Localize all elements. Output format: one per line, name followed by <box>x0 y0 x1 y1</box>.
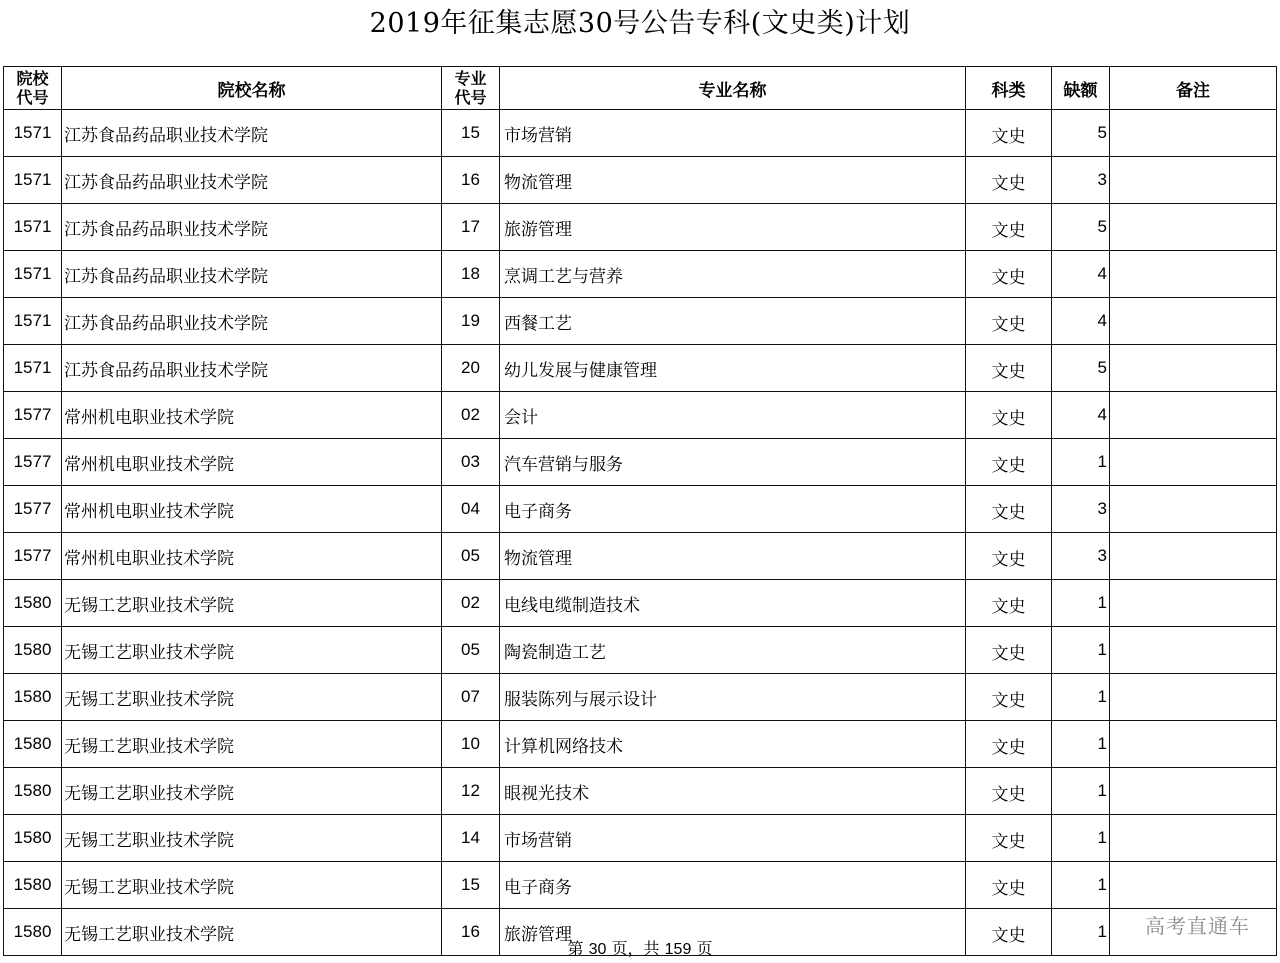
table-row <box>4 721 1277 768</box>
cell-school-code: 1571 <box>4 251 62 298</box>
cell-school-name: 无锡工艺职业技术学院 <box>62 768 442 815</box>
header-category: 科类 <box>966 67 1052 110</box>
table-row <box>4 627 1277 674</box>
cell-category: 文史 <box>966 674 1052 721</box>
table-row <box>4 768 1277 815</box>
cell-category: 文史 <box>966 439 1052 486</box>
table-row <box>4 392 1277 439</box>
cell-category: 文史 <box>966 204 1052 251</box>
cell-quota: 5 <box>1052 345 1110 392</box>
cell-major-name: 陶瓷制造工艺 <box>500 627 966 674</box>
cell-school-code: 1571 <box>4 298 62 345</box>
cell-school-name: 无锡工艺职业技术学院 <box>62 862 442 909</box>
cell-note <box>1110 815 1277 862</box>
cell-school-code: 1577 <box>4 486 62 533</box>
cell-school-name: 无锡工艺职业技术学院 <box>62 909 442 956</box>
cell-school-code: 1580 <box>4 674 62 721</box>
table-row <box>4 157 1277 204</box>
cell-category: 文史 <box>966 392 1052 439</box>
table-row <box>4 110 1277 157</box>
table-row <box>4 204 1277 251</box>
cell-category: 文史 <box>966 298 1052 345</box>
header-school-code: 院校 代号 <box>4 67 62 110</box>
cell-major-name: 物流管理 <box>500 533 966 580</box>
cell-quota: 4 <box>1052 251 1110 298</box>
cell-note <box>1110 721 1277 768</box>
cell-note <box>1110 862 1277 909</box>
cell-school-name: 无锡工艺职业技术学院 <box>62 674 442 721</box>
cell-major-name: 市场营销 <box>500 110 966 157</box>
current-page-number: 30 <box>588 941 607 958</box>
cell-note <box>1110 298 1277 345</box>
cell-school-name: 无锡工艺职业技术学院 <box>62 815 442 862</box>
cell-category: 文史 <box>966 110 1052 157</box>
table-row <box>4 439 1277 486</box>
cell-quota: 1 <box>1052 815 1110 862</box>
cell-school-name: 常州机电职业技术学院 <box>62 392 442 439</box>
table-row <box>4 862 1277 909</box>
cell-major-name: 电子商务 <box>500 862 966 909</box>
cell-quota: 3 <box>1052 486 1110 533</box>
cell-school-name: 无锡工艺职业技术学院 <box>62 580 442 627</box>
cell-quota: 1 <box>1052 862 1110 909</box>
cell-quota: 5 <box>1052 204 1110 251</box>
cell-note <box>1110 110 1277 157</box>
cell-category: 文史 <box>966 721 1052 768</box>
page-title: 2019年征集志愿30号公告专科(文史类)计划 <box>369 8 911 39</box>
cell-major-name: 眼视光技术 <box>500 768 966 815</box>
cell-major-name: 物流管理 <box>500 157 966 204</box>
cell-school-name: 江苏食品药品职业技术学院 <box>62 345 442 392</box>
table-row <box>4 815 1277 862</box>
cell-school-code: 1580 <box>4 627 62 674</box>
cell-major-code: 07 <box>442 674 500 721</box>
cell-note <box>1110 251 1277 298</box>
cell-major-name: 西餐工艺 <box>500 298 966 345</box>
cell-major-code: 03 <box>442 439 500 486</box>
cell-category: 文史 <box>966 251 1052 298</box>
cell-school-code: 1577 <box>4 533 62 580</box>
cell-quota: 1 <box>1052 580 1110 627</box>
header-major-name: 专业名称 <box>500 67 966 110</box>
cell-major-code: 15 <box>442 110 500 157</box>
cell-note <box>1110 439 1277 486</box>
table-row <box>4 580 1277 627</box>
cell-school-code: 1580 <box>4 909 62 956</box>
cell-school-name: 江苏食品药品职业技术学院 <box>62 204 442 251</box>
cell-school-code: 1577 <box>4 439 62 486</box>
watermark-text: 高考直通车 <box>1145 914 1250 938</box>
cell-school-name: 常州机电职业技术学院 <box>62 439 442 486</box>
cell-major-name: 烹调工艺与营养 <box>500 251 966 298</box>
table-row <box>4 298 1277 345</box>
cell-school-code: 1580 <box>4 721 62 768</box>
cell-note <box>1110 392 1277 439</box>
cell-major-name: 汽车营销与服务 <box>500 439 966 486</box>
cell-school-code: 1580 <box>4 815 62 862</box>
cell-quota: 4 <box>1052 298 1110 345</box>
cell-major-code: 20 <box>442 345 500 392</box>
cell-category: 文史 <box>966 533 1052 580</box>
cell-category: 文史 <box>966 627 1052 674</box>
header-major-code: 专业 代号 <box>442 67 500 110</box>
cell-school-code: 1571 <box>4 345 62 392</box>
cell-major-code: 04 <box>442 486 500 533</box>
cell-major-name: 会计 <box>500 392 966 439</box>
cell-note <box>1110 674 1277 721</box>
cell-school-code: 1580 <box>4 862 62 909</box>
cell-major-name: 电子商务 <box>500 486 966 533</box>
cell-quota: 1 <box>1052 721 1110 768</box>
cell-note <box>1110 204 1277 251</box>
enrollment-plan-table <box>3 66 1277 956</box>
table-body <box>4 110 1277 956</box>
table-row <box>4 486 1277 533</box>
cell-school-name: 常州机电职业技术学院 <box>62 533 442 580</box>
cell-major-name: 市场营销 <box>500 815 966 862</box>
cell-note <box>1110 157 1277 204</box>
header-note: 备注 <box>1110 67 1277 110</box>
cell-major-code: 19 <box>442 298 500 345</box>
cell-major-code: 16 <box>442 157 500 204</box>
cell-quota: 1 <box>1052 627 1110 674</box>
cell-school-name: 江苏食品药品职业技术学院 <box>62 251 442 298</box>
cell-school-name: 无锡工艺职业技术学院 <box>62 627 442 674</box>
cell-note <box>1110 345 1277 392</box>
cell-note <box>1110 580 1277 627</box>
cell-quota: 1 <box>1052 909 1110 956</box>
cell-major-name: 服装陈列与展示设计 <box>500 674 966 721</box>
cell-note <box>1110 768 1277 815</box>
cell-school-code: 1580 <box>4 580 62 627</box>
table-row <box>4 674 1277 721</box>
cell-major-code: 02 <box>442 580 500 627</box>
table-header-row <box>4 67 1277 110</box>
cell-category: 文史 <box>966 486 1052 533</box>
total-page-number: 159 <box>664 941 692 958</box>
cell-school-name: 江苏食品药品职业技术学院 <box>62 157 442 204</box>
cell-major-name: 旅游管理 <box>500 909 966 956</box>
table-row <box>4 251 1277 298</box>
cell-category: 文史 <box>966 157 1052 204</box>
cell-category: 文史 <box>966 580 1052 627</box>
cell-note <box>1110 486 1277 533</box>
cell-major-code: 15 <box>442 862 500 909</box>
cell-note <box>1110 533 1277 580</box>
cell-major-code: 05 <box>442 627 500 674</box>
cell-major-name: 旅游管理 <box>500 204 966 251</box>
cell-school-name: 江苏食品药品职业技术学院 <box>62 298 442 345</box>
cell-quota: 1 <box>1052 768 1110 815</box>
cell-major-code: 10 <box>442 721 500 768</box>
cell-category: 文史 <box>966 815 1052 862</box>
cell-school-code: 1571 <box>4 157 62 204</box>
header-quota: 缺额 <box>1052 67 1110 110</box>
table-row <box>4 533 1277 580</box>
cell-major-name: 电线电缆制造技术 <box>500 580 966 627</box>
cell-major-code: 18 <box>442 251 500 298</box>
cell-major-code: 17 <box>442 204 500 251</box>
cell-category: 文史 <box>966 345 1052 392</box>
cell-school-code: 1571 <box>4 110 62 157</box>
cell-school-name: 江苏食品药品职业技术学院 <box>62 110 442 157</box>
cell-quota: 3 <box>1052 157 1110 204</box>
cell-category: 文史 <box>966 862 1052 909</box>
cell-major-code: 12 <box>442 768 500 815</box>
cell-quota: 5 <box>1052 110 1110 157</box>
cell-quota: 1 <box>1052 674 1110 721</box>
cell-school-code: 1571 <box>4 204 62 251</box>
page-footer: 第 30 页，共 159 页 <box>567 939 713 958</box>
cell-quota: 1 <box>1052 439 1110 486</box>
cell-school-name: 无锡工艺职业技术学院 <box>62 721 442 768</box>
cell-school-name: 常州机电职业技术学院 <box>62 486 442 533</box>
cell-category: 文史 <box>966 768 1052 815</box>
cell-school-code: 1580 <box>4 768 62 815</box>
cell-major-code: 16 <box>442 909 500 956</box>
cell-major-code: 14 <box>442 815 500 862</box>
cell-major-code: 02 <box>442 392 500 439</box>
cell-major-name: 幼儿发展与健康管理 <box>500 345 966 392</box>
cell-note <box>1110 627 1277 674</box>
table-row <box>4 345 1277 392</box>
cell-category: 文史 <box>966 909 1052 956</box>
cell-quota: 3 <box>1052 533 1110 580</box>
cell-major-name: 计算机网络技术 <box>500 721 966 768</box>
cell-quota: 4 <box>1052 392 1110 439</box>
header-school-name: 院校名称 <box>62 67 442 110</box>
cell-school-code: 1577 <box>4 392 62 439</box>
cell-major-code: 05 <box>442 533 500 580</box>
